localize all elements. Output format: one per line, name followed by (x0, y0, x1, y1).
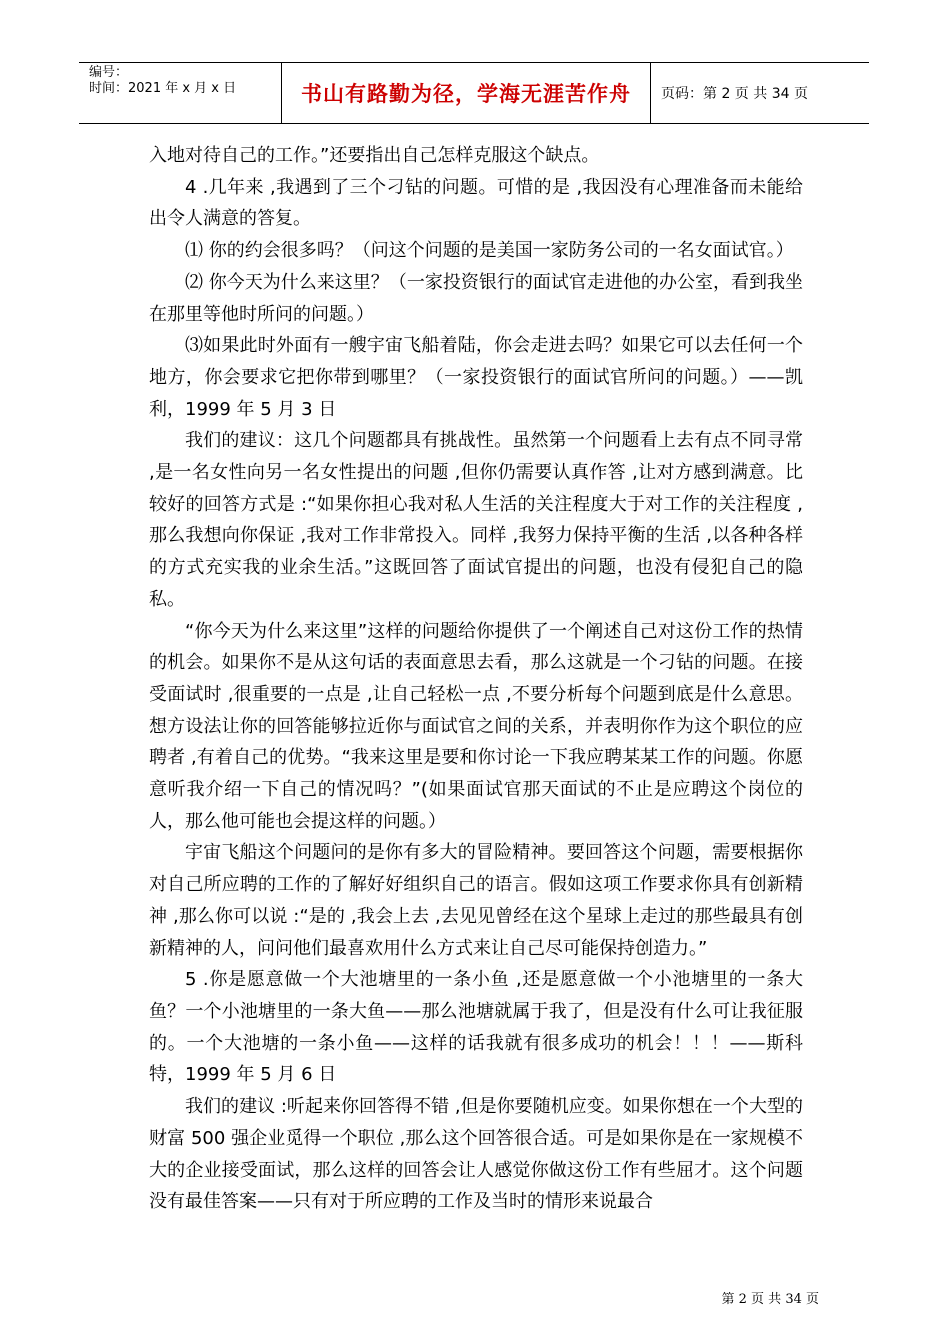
paragraph: ⑶如果此时外面有一艘宇宙飞船着陆，你会走进去吗？如果它可以去任何一个地方，你会要求它把你带到哪里？（一家投资银行的面试官所问的问题。）——凯利，1999 年 5 月 3 日 (149, 335, 803, 420)
document-number-label: 编号： (89, 65, 129, 80)
header-motto: 书山有路勤为径，学海无涯苦作舟 (281, 63, 651, 123)
header-meta (79, 63, 281, 123)
paragraph: ⑵ 你今天为什么来这里？（一家投资银行的面试官走进他的办公室，看到我坐在那里等他时所问的问题。） (149, 271, 803, 325)
document-date-label: 时间：2021 年 x 月 x 日 (89, 81, 237, 96)
page-header (79, 62, 869, 124)
paragraph: 5 .你是愿意做一个大池塘里的一条小鱼 ,还是愿意做一个小池塘里的一条大鱼？一个小池塘里的一条大鱼——那么池塘就属于我了，但是没有什么可让我征服的。一个大池塘的一条小鱼——这样的话我就有很多成功的机会！！！——斯科特，1999 年 5 月 6 日 (149, 969, 803, 1086)
paragraph: “你今天为什么来这里”这样的问题给你提供了一个阐述自己对这份工作的热情的机会。如果你不是从这句话的表面意思去看，那么这就是一个刁钻的问题。在接受面试时 ,很重要的一点是 ,让自己轻松一点 ,不要分析每个问题到底是什么意思。想方设法让你的回答能够拉近你与面试官之间的关系，并表明你作为这个职位的应聘者 ,有着自己的优势。“我来这里是要和你讨论一下我应聘某某工作的问题。你愿意听我介绍一下自己的情况吗？”(如果面试官那天面试的不止是应聘这个岗位的人，那么他可能也会提这样的问题。） (149, 620, 803, 832)
paragraph: ⑴ 你的约会很多吗？（问这个问题的是美国一家防务公司的一名女面试官。） (185, 240, 794, 262)
paragraph: 4 .几年来 ,我遇到了三个刁钻的问题。可惜的是 ,我因没有心理准备而未能给出令人满意的答复。 (149, 176, 803, 230)
paragraph: 我们的建议：这几个问题都具有挑战性。虽然第一个问题看上去有点不同寻常 ,是一名女性向另一名女性提出的问题 ,但你仍需要认真作答 ,让对方感到满意。比较好的回答方式是 :“如果你担心我对私人生活的关注程度大于对工作的关注程度 ,那么我想向你保证 ,我对工作非常投入。同样 ,我努力保持平衡的生活 ,以各种各样的方式充实我的业余生活。”这既回答了面试官提出的问题，也没有侵犯自己的隐私。 (149, 430, 803, 610)
page-footer-number: 第 2 页 共 34 页 (721, 1292, 819, 1307)
paragraph: 入地对待自己的工作。”还要指出自己怎样克服这个缺点。 (149, 145, 600, 166)
document-body (149, 140, 803, 1218)
paragraph: 宇宙飞船这个问题问的是你有多大的冒险精神。要回答这个问题，需要根据你对自己所应聘的工作的了解好好组织自己的语言。假如这项工作要求你具有创新精神 ,那么你可以说 :“是的 ,我会上去 ,去见见曾经在这个星球上走过的那些最具有创新精神的人，问问他们最喜欢用什么方式来让自己尽可能保持创造力。” (149, 842, 803, 959)
paragraph: 我们的建议 :听起来你回答得不错 ,但是你要随机应变。如果你想在一个大型的财富 500 强企业觅得一个职位 ,那么这个回答很合适。可是如果你是在一家规模不大的企业接受面试，那么这样的回答会让人感觉你做这份工作有些屈才。这个问题没有最佳答案——只有对于所应聘的工作及当时的情形来说最合 (149, 1096, 803, 1213)
header-page-number: 页码：第 2 页 共 34 页 (661, 86, 808, 102)
